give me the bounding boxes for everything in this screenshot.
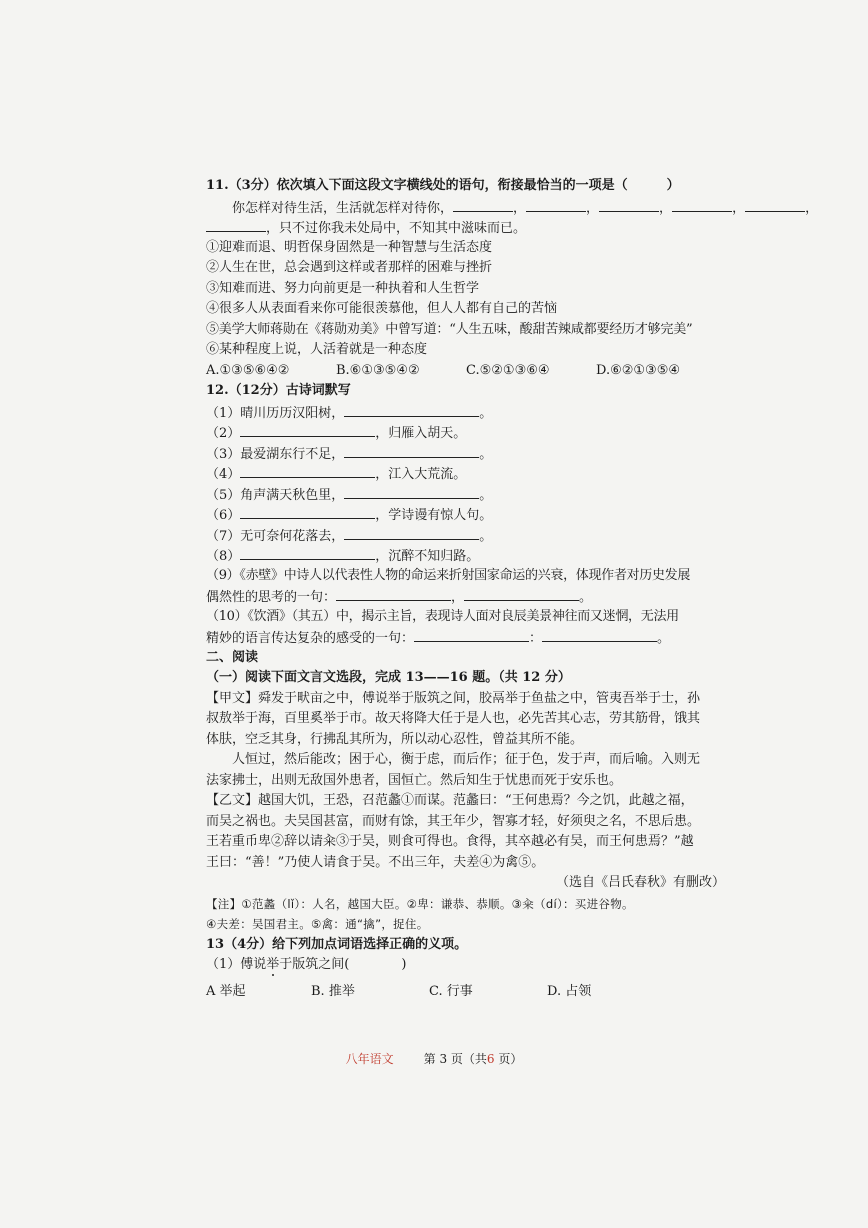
- q11-choice-d: D.⑥②①③⑤④: [596, 362, 681, 378]
- item-text: 。: [479, 487, 493, 503]
- yi-text-line: 【乙文】越国大饥，王恐，召范蠡①而谋。范蠡曰：“王何患焉？今之饥，此越之福，: [206, 793, 694, 808]
- yi-text-line: 王若重币卑②辞以请籴③于吴，则食可得也。食得，其卒越必有吴，而王何患焉？”越: [206, 834, 694, 849]
- q12-item9-line2: [206, 586, 741, 607]
- footer-page-prefix: 第 3 页（共: [423, 1052, 487, 1066]
- answer-blank: [240, 463, 375, 478]
- q12-item: [206, 443, 741, 464]
- item-text: ，归雁入胡天。: [375, 426, 467, 441]
- item-text: 偶然性的思考的一句：: [206, 590, 337, 605]
- q11-title: 11.（3分）依次填入下面这段文字横线处的语句，衔接最恰当的一项是（ ）: [206, 178, 680, 193]
- q11-choices: [206, 361, 741, 382]
- q12-item: [206, 402, 741, 423]
- q13-item1: [206, 955, 741, 976]
- q12-item10-line1: （10）《饮酒》（其五）中，揭示主旨，表现诗人面对良辰美景神往而又迷惘，无法用: [206, 608, 679, 624]
- item-text: ，学诗谩有惊人句。: [375, 508, 493, 523]
- q11-choice-b: B.⑥①③⑤④②: [336, 362, 420, 378]
- q11-stem-end: ，只不过你我未处局中，不知其中滋味而已。: [266, 221, 527, 236]
- q13-choice-a: A 举起: [206, 983, 246, 999]
- yi-text-line: 王曰：“善！”乃使人请食于吴。不出三年，夫差④为禽⑤。: [206, 854, 545, 870]
- answer-blank: [206, 217, 266, 232]
- q11-stem-line2: [206, 217, 741, 238]
- q11-choice-a: A.①③⑤⑥④②: [206, 362, 290, 378]
- jia-text-line: 叔敖举于海，百里奚举于市。故天将降大任于是人也，必先苦其心志，劳其筋骨，饿其: [206, 711, 701, 726]
- item-text: ，: [451, 590, 465, 605]
- answer-blank: [526, 197, 586, 212]
- footer-subject: 八年语文: [345, 1052, 394, 1066]
- item-number: （1）: [206, 405, 241, 421]
- q12-item10-line2: [206, 627, 741, 648]
- item-text: 精妙的语言传达复杂的感受的一句：: [206, 631, 415, 646]
- item-text: 。: [579, 590, 593, 605]
- q12-item9-line1: （9）《赤壁》中诗人以代表性人物的命运来折射国家命运的兴衰，体现作者对历史发展: [206, 567, 691, 583]
- q12-item: [206, 545, 741, 566]
- dotted-word: 举: [266, 957, 280, 972]
- answer-blank: [240, 545, 375, 560]
- q12-item: [206, 484, 741, 505]
- jia-text-line: 法家拂士，出则无敌国外患者，国恒亡。然后知生于忧患而死于安乐也。: [206, 772, 623, 788]
- annotation-line: 【注】①范蠡（lǐ）：人名，越国大臣。②卑：谦恭、恭顺。③籴（dí）：买进谷物。: [206, 896, 634, 911]
- answer-blank: [344, 484, 479, 499]
- item-number: （7）: [206, 528, 241, 544]
- item-number: （4）: [206, 467, 241, 482]
- answer-blank: [453, 197, 513, 212]
- item-text: 。: [657, 631, 671, 646]
- item-text: 。: [479, 405, 493, 421]
- answer-blank: [542, 627, 657, 642]
- q13-title: 13（4分）给下列加点词语选择正确的义项。: [206, 936, 468, 952]
- item-text: 晴川历历汉阳树，: [240, 405, 345, 421]
- q11-option: ①迎难而退、明哲保身固然是一种智慧与生活态度: [206, 239, 493, 255]
- q12-title: 12.（12分）古诗词默写: [206, 383, 351, 398]
- q11-choice-c: C.⑤②①③⑥④: [466, 362, 550, 378]
- answer-blank: [344, 402, 479, 417]
- page-footer: [0, 1050, 868, 1067]
- answer-blank: [672, 197, 732, 212]
- annotation-line: ④夫差：吴国君主。⑤禽：通“擒”，捉住。: [206, 917, 429, 931]
- item-number: （8）: [206, 549, 241, 564]
- q12-item: [206, 525, 741, 546]
- exam-content: [206, 176, 819, 1002]
- footer-total-pages: 6: [486, 1052, 495, 1066]
- q11-option: ②人生在世，总会遇到这样或者那样的困难与挫折: [206, 260, 493, 275]
- item-text: 角声满天秋色里，: [240, 487, 345, 503]
- answer-blank: [240, 422, 375, 437]
- jia-text-line: 体肤，空乏其身，行拂乱其所为，所以动心忍性，曾益其所不能。: [206, 731, 584, 747]
- answer-blank: [240, 504, 375, 519]
- item-text: 。: [479, 528, 493, 544]
- section-sub-heading: （一）阅读下面文言文选段，完成 13——16 题。（共 12 分）: [206, 670, 571, 685]
- section-heading: 二、阅读: [206, 649, 259, 665]
- q11-stem-line1: 你怎样对待生活，生活就怎样对待你， ， ， ， ， ，: [206, 197, 741, 218]
- answer-blank: [414, 627, 529, 642]
- item-text: 。: [479, 446, 493, 462]
- yi-text-line: 而吴之祸也。夫吴国甚富，而财有馀，其王年少，智寡才轻，好须臾之名，不思后患。: [206, 813, 701, 829]
- answer-blank: [599, 197, 659, 212]
- jia-text-line: 人恒过，然后能改；困于心，衡于虑，而后作；征于色，发于声，而后喻。入则无: [232, 752, 701, 767]
- answer-blank: [745, 197, 805, 212]
- q12-item: [206, 422, 741, 443]
- q11-option: ④很多人从表面看来你可能很羡慕他，但人人都有自己的苦恼: [206, 301, 558, 316]
- q12-item: [206, 504, 741, 525]
- item-text: （1）傅说: [206, 957, 267, 972]
- q13-choice-b: B. 推举: [311, 983, 355, 999]
- item-text: ，沉醉不知归路。: [375, 549, 480, 564]
- answer-blank: [344, 443, 479, 458]
- q11-option: ⑥某种程度上说，人活着就是一种态度: [206, 342, 428, 357]
- item-text: 无可奈何花落去，: [240, 528, 345, 544]
- answer-blank: [464, 586, 579, 601]
- item-text: ，江入大荒流。: [375, 467, 467, 482]
- item-text: 最爱湖东行不足，: [240, 446, 345, 462]
- item-number: （6）: [206, 508, 241, 523]
- footer-page-suffix: 页）: [494, 1052, 523, 1066]
- q11-option: ⑤美学大师蒋勋在《蒋勋劝美》中曾写道：“人生五味，酸甜苦辣咸都要经历才够完美”: [206, 321, 693, 337]
- answer-blank: [336, 586, 451, 601]
- q13-choice-d: D. 占领: [547, 983, 592, 999]
- q12-item: [206, 463, 741, 484]
- item-number: （5）: [206, 487, 241, 503]
- q11-stem-start: 你怎样对待生活，生活就怎样对待你，: [232, 200, 454, 216]
- item-number: （2）: [206, 426, 241, 441]
- q13-choice-c: C. 行事: [429, 983, 473, 999]
- jia-text-line: 【甲文】舜发于畎亩之中，傅说举于版筑之间，胶鬲举于鱼盐之中，管夷吾举于士，孙: [206, 690, 701, 706]
- item-text: 于版筑之间( ): [279, 957, 407, 972]
- item-text: ：: [529, 631, 543, 646]
- answer-blank: [344, 525, 479, 540]
- item-number: （3）: [206, 446, 241, 462]
- q13-choices: [206, 982, 741, 1003]
- q11-option: ③知难而进、努力向前更是一种执着和人生哲学: [206, 280, 480, 296]
- source-citation: （选自《吕氏春秋》有删改）: [555, 875, 725, 890]
